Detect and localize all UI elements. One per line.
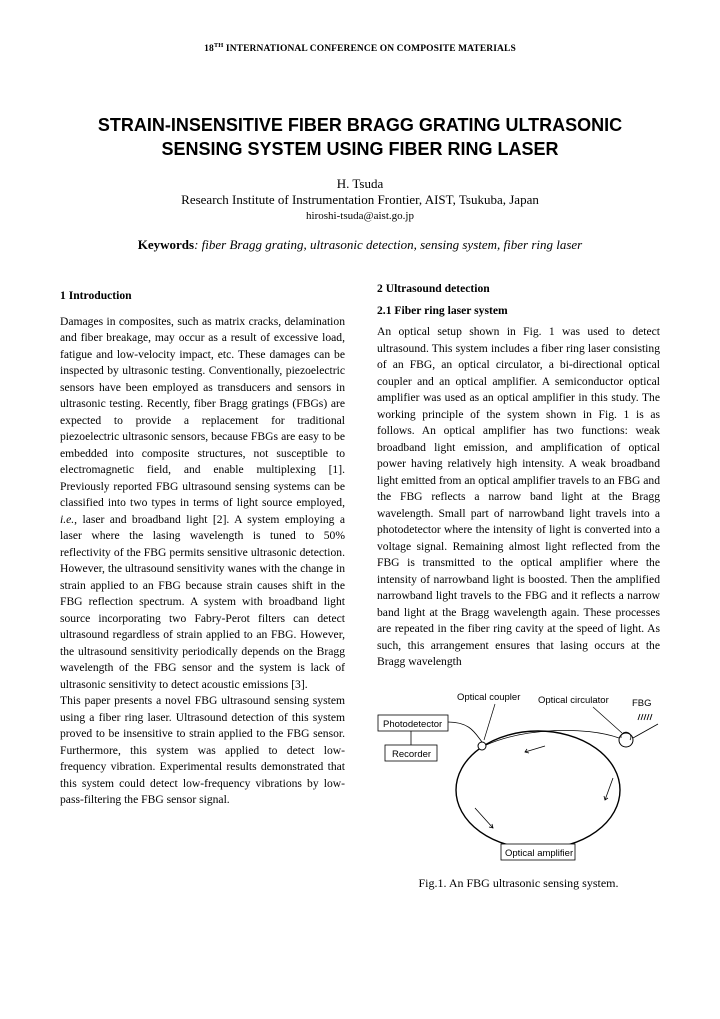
- recorder-label: Recorder: [392, 749, 432, 760]
- light-direction-arrow-right: [605, 778, 613, 800]
- author-name: H. Tsuda: [336, 176, 384, 191]
- figure-1-caption: Fig.1. An FBG ultrasonic sensing system.: [418, 876, 619, 890]
- conference-header: [0, 42, 720, 54]
- figure-1: [375, 688, 665, 868]
- intro-ie: i.e.: [60, 512, 75, 526]
- coupler-circulator-fiber: [486, 730, 619, 745]
- introduction-heading: 1 Introduction: [60, 289, 132, 302]
- conference-number: 18: [204, 44, 214, 55]
- optical-amplifier-label: Optical amplifier: [505, 848, 574, 859]
- coupler-pointer: [484, 704, 495, 740]
- fbg-fiber: [633, 724, 658, 738]
- intro-text-b: , laser and broadband light [2]. A system employing a laser where the lasing wavelength is tuned to 50% reflectivity of the FBG permits sensitive ultrasonic detection. However, the ultrasound sensitivity wanes with the change in strain applied to an FBG because strain causes shift in the FBG reflection spectrum. A system with broadband light source incorporating two Fabry-Perot filters can detect ultrasound regardless of strain applied to an FBG. However, the ultrasound sensitivity periodically depends on the Bragg wavelength of the FBG sensor and the system is lack of ultrasonic sensitivity to detect acoustic emissions [3].: [60, 512, 345, 691]
- circulator-pointer: [593, 707, 622, 733]
- fbg-label: FBG: [632, 698, 652, 709]
- fiber-ring-laser-subheading: 2.1 Fiber ring laser system: [377, 303, 508, 317]
- keywords-line: [0, 237, 720, 253]
- intro-paragraph-2: This paper presents a novel FBG ultrasound sensing system using a fiber ring laser. Ultrasound detection of this system proved to be insensitive to strain applied to the FBG sensor. Furthermore, this system was applied to detect low-frequency vibration. Experimental results demonstrated that this system could detect low-frequency vibrations by low-pass-filtering the FBG sensor signal.: [60, 694, 345, 806]
- author-affiliation: Research Institute of Instrumentation Frontier, AIST, Tsukuba, Japan: [181, 192, 539, 207]
- conference-number-suffix: TH: [213, 42, 224, 49]
- intro-text-a: Damages in composites, such as matrix cracks, delamination and fiber breakage, may occur as a result of excessive load, fatigue and low-velocity impact, etc. These damages can be inspected by ultrasonic testing. Conventionally, piezoelectric sensors have been employed as transducers and sensors in ultrasonic testing. Recently, fiber Bragg gratings (FBGs) are expected to provide a replacement for traditional piezoelectric ultrasonic sensors, because FBGs are easy to be embedded into composite structures, not susceptible to electromagnetic field, and enable multiplexing [1]. Previously reported FBG ultrasound sensing systems can be classified into two types in terms of light source employed,: [60, 314, 345, 509]
- right-column: [377, 281, 660, 671]
- author-email: hiroshi-tsuda@aist.go.jp: [306, 210, 414, 222]
- photodetector-label: Photodetector: [383, 719, 443, 730]
- ultrasound-detection-heading: 2 Ultrasound detection: [377, 282, 490, 295]
- section2-paragraph-1: An optical setup shown in Fig. 1 was used to detect ultrasound. This system includes a fiber ring laser consisting of an FBG, an optical circulator, a bi-directional optical coupler and an optical amplifier. A semiconductor optical amplifier was used as an optical amplifier in this study. The working principle of the system shown in Fig. 1 is as follows. An optical amplifier has two functions: weak broadband light emission, and amplification of optical power having relatively high intensity. A weak broadband light emitted from an optical amplifier travels to an FBG and the FBG reflects a narrow band light at the Bragg wavelength. Small part of narrowband light travels into a photodetector where the intensity of light is converted into a voltage signal. Remaining almost light reflected from the FBG is transmitted to the optical amplifier where the intensity of narrowband light is boosted. Then the amplified narrowband light travels to the FBG and it reflects a narrow band light at the Bragg wavelength again. These processes are repeated in the fiber ring cavity at the speed of light. As such, this arrangement ensures that lasing occurs at the Bragg wavelength: [377, 325, 660, 668]
- fiber-ring-diagram: [375, 688, 665, 868]
- detector-fiber: [448, 722, 482, 742]
- left-column: [60, 288, 345, 809]
- light-direction-arrow-left: [475, 808, 493, 828]
- keywords-list: : fiber Bragg grating, ultrasonic detection, sensing system, fiber ring laser: [194, 237, 583, 252]
- title-line-2: SENSING SYSTEM USING FIBER RING LASER: [161, 139, 559, 159]
- intro-paragraph-1: [60, 314, 345, 694]
- paper-title: [60, 113, 660, 161]
- optical-coupler-label: Optical coupler: [457, 692, 521, 703]
- fbg-grating-marks: [638, 714, 652, 720]
- light-direction-arrow-top: [525, 746, 545, 752]
- conference-name: INTERNATIONAL CONFERENCE ON COMPOSITE MATERIALS: [223, 44, 516, 55]
- optical-coupler-symbol: [478, 742, 486, 750]
- optical-circulator-label: Optical circulator: [538, 695, 609, 706]
- title-line-1: STRAIN-INSENSITIVE FIBER BRAGG GRATING ULTRASONIC: [97, 115, 623, 135]
- keywords-label: Keywords: [137, 237, 195, 252]
